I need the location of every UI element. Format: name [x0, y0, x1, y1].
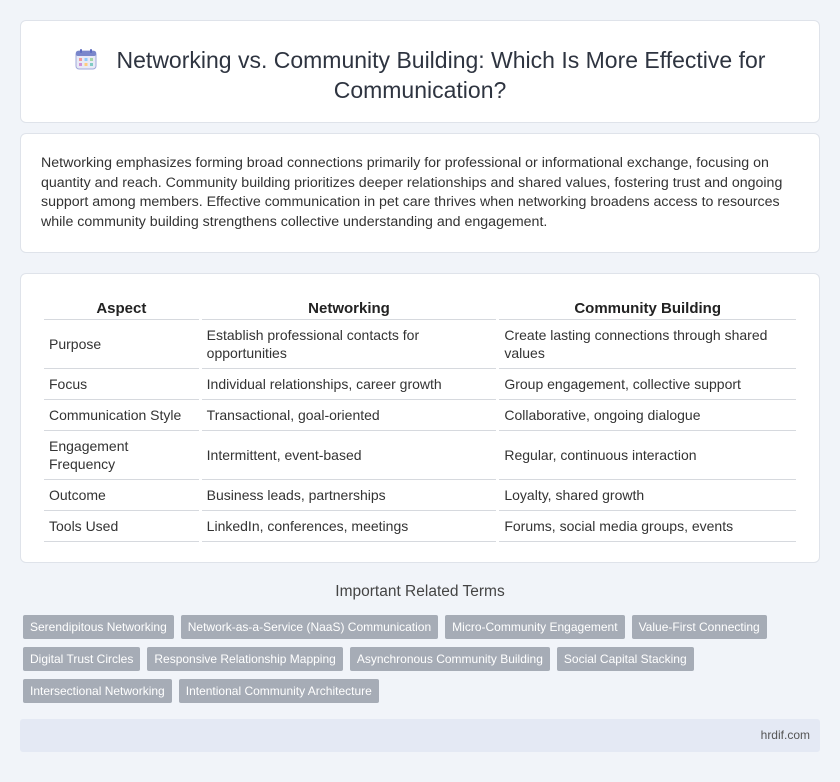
cell-networking: Transactional, goal-oriented	[202, 400, 497, 431]
cell-community: Loyalty, shared growth	[499, 480, 796, 511]
cell-aspect: Communication Style	[44, 400, 199, 431]
related-terms-list	[23, 615, 813, 703]
related-term-tag[interactable]: Value-First Connecting	[632, 615, 767, 639]
related-term-tag[interactable]: Responsive Relationship Mapping	[147, 647, 342, 671]
footer-site-link[interactable]: hrdif.com	[760, 728, 810, 742]
related-term-tag[interactable]: Digital Trust Circles	[23, 647, 140, 671]
cell-aspect: Engagement Frequency	[44, 431, 199, 480]
cell-community: Group engagement, collective support	[499, 369, 796, 400]
cell-networking: LinkedIn, conferences, meetings	[202, 511, 497, 542]
cell-networking: Business leads, partnerships	[202, 480, 497, 511]
cell-community: Forums, social media groups, events	[499, 511, 796, 542]
cell-networking: Establish professional contacts for opportunities	[202, 320, 497, 369]
related-term-tag[interactable]: Intentional Community Architecture	[179, 679, 379, 703]
comparison-card	[20, 273, 820, 563]
related-term-tag[interactable]: Network-as-a-Service (NaaS) Communication	[181, 615, 438, 639]
table-row	[44, 400, 796, 431]
related-term-tag[interactable]: Asynchronous Community Building	[350, 647, 550, 671]
page-title-wrap	[21, 45, 819, 105]
table-row	[44, 480, 796, 511]
related-term-tag[interactable]: Social Capital Stacking	[557, 647, 694, 671]
cell-aspect: Outcome	[44, 480, 199, 511]
cell-networking: Intermittent, event-based	[202, 431, 497, 480]
table-row	[44, 369, 796, 400]
cell-community: Create lasting connections through shared values	[499, 320, 796, 369]
cell-aspect: Purpose	[44, 320, 199, 369]
cell-aspect: Tools Used	[44, 511, 199, 542]
related-term-tag[interactable]: Serendipitous Networking	[23, 615, 174, 639]
calendar-icon	[75, 48, 97, 70]
header-networking: Networking	[202, 294, 497, 320]
cell-community: Regular, continuous interaction	[499, 431, 796, 480]
related-terms-heading: Important Related Terms	[335, 583, 505, 600]
related-term-tag[interactable]: Micro-Community Engagement	[445, 615, 624, 639]
cell-aspect: Focus	[44, 369, 199, 400]
header-community-building: Community Building	[499, 294, 796, 320]
intro-card	[20, 133, 820, 253]
cell-networking: Individual relationships, career growth	[202, 369, 497, 400]
cell-community: Collaborative, ongoing dialogue	[499, 400, 796, 431]
table-row	[44, 511, 796, 542]
table-row	[44, 431, 796, 480]
page-title: Networking vs. Community Building: Which Is More Effective for Communication?	[116, 47, 766, 103]
title-card	[20, 20, 820, 123]
intro-paragraph: Networking emphasizes forming broad connections primarily for professional or informational exchange, focusing on quantity and reach. Community building prioritizes deeper relationships and shared values, fostering trust and ongoing support among members. Effective communication in pet care thrives when networking broadens access to resources while community building strengthens collective understanding and engagement.	[41, 155, 783, 230]
table-row	[44, 320, 796, 369]
footer-bar	[20, 719, 820, 752]
related-term-tag[interactable]: Intersectional Networking	[23, 679, 172, 703]
header-aspect: Aspect	[44, 294, 199, 320]
table-header-row	[44, 294, 796, 320]
comparison-table	[41, 294, 799, 542]
